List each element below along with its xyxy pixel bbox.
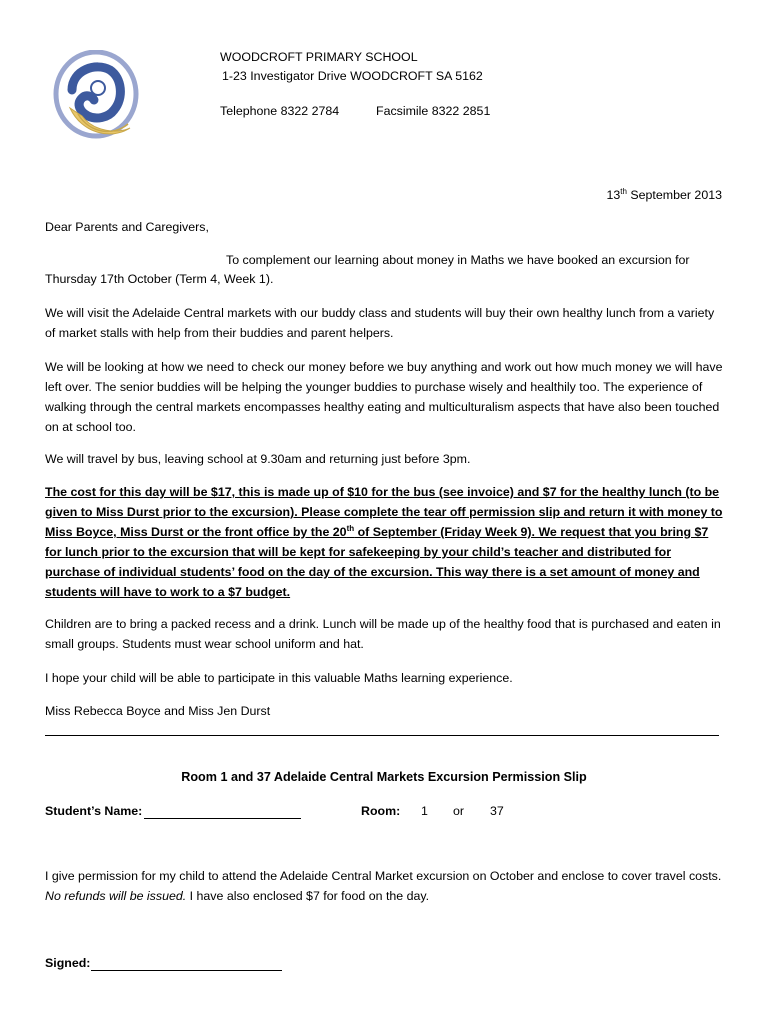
paragraph-3: We will be looking at how we need to check our money before we buy anything and work out how much money we will have left over. The senior buddies will be helping the younger buddies to purchase wisely and healthily too. The experience of walking through the central markets encompasses healthy eating and multiculturalism aspects that have also been touched on at school too.: [45, 360, 723, 434]
room-option-1[interactable]: 1: [421, 804, 428, 818]
paragraph-5-cost: The cost for this day will be $17, this is made up of $10 for the bus (see invoice) and $7 for the healthy lunch (to be given to Miss Durst prior to the excursion). Please complete the tear off permission slip and return it with money to Miss Boyce, Miss Durst or the front office by the 20th of September (Friday Week 9). We request that you bring $7 for lunch prior to the excursion that will be kept for safekeeping by your child’s teacher and distributed for purchase of individual students’ food on the day of the excursion. This way there is a set amount of money and students will have to work to a $7 budget.: [45, 485, 723, 599]
room-option-37[interactable]: 37: [490, 804, 504, 818]
facsimile: Facsimile 8322 2851: [376, 104, 491, 118]
school-name: WOODCROFT PRIMARY SCHOOL: [220, 50, 418, 64]
slip-title: Room 1 and 37 Adelaide Central Markets Excursion Permission Slip: [181, 770, 587, 784]
tear-off-line: [45, 735, 719, 736]
permission-statement: I give permission for my child to attend the Adelaide Central Market excursion on October and enclose to cover travel costs. No refunds will be issued. I have also enclosed $7 for food on the day.: [45, 869, 722, 903]
telephone: Telephone 8322 2784: [220, 104, 340, 118]
salutation: Dear Parents and Caregivers,: [45, 220, 209, 234]
school-logo: [52, 50, 140, 142]
signoff: Miss Rebecca Boyce and Miss Jen Durst: [45, 704, 271, 718]
student-name-field[interactable]: [144, 806, 301, 819]
paragraph-1-line-1: To complement our learning about money in Maths we have booked an excursion for: [226, 253, 690, 267]
paragraph-2: We will visit the Adelaide Central markets with our buddy class and students will buy their own healthy lunch from a variety of market stalls with help from their buddies and parent helpers.: [45, 306, 715, 340]
room-label: Room:: [361, 804, 401, 818]
paragraph-7: I hope your child will be able to participate in this valuable Maths learning experience.: [45, 671, 513, 685]
signed-label: Signed:: [45, 956, 91, 970]
school-address: 1-23 Investigator Drive WOODCROFT SA 5162: [222, 69, 483, 83]
room-or: or: [453, 804, 465, 818]
paragraph-6: Children are to bring a packed recess and a drink. Lunch will be made up of the healthy food that is purchased and eaten in small groups. Students must wear school uniform and hat.: [45, 617, 721, 651]
paragraph-4: We will travel by bus, leaving school at 9.30am and returning just before 3pm.: [45, 452, 471, 466]
letter-date: 13th September 2013: [606, 186, 722, 202]
paragraph-1-line-2: Thursday 17th October (Term 4, Week 1).: [45, 272, 274, 286]
signature-field[interactable]: [91, 958, 282, 971]
student-name-label: Student’s Name:: [45, 804, 143, 818]
